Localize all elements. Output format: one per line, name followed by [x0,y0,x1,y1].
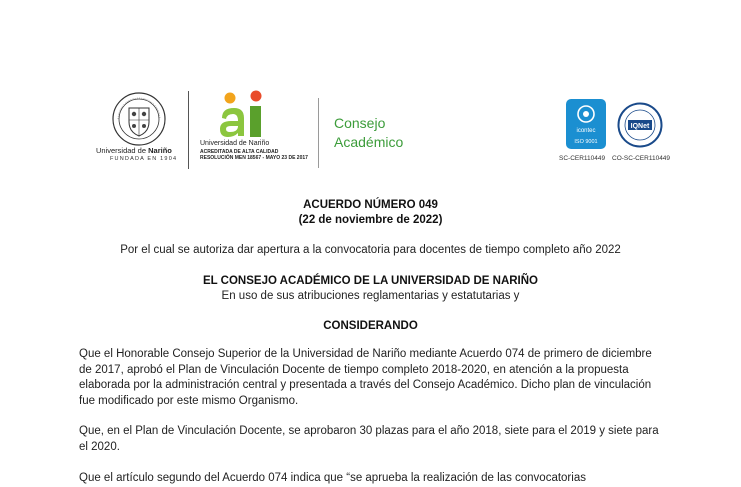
agreement-purpose: Por el cual se autoriza dar apertura a la convocatoria para docentes de tiempo completo año 2022 [120,244,621,256]
ai-logo-accreditation: ACREDITADA DE ALTA CALIDAD RESOLUCIÓN MEN 18567 - MAYO 23 DE 2017 [200,149,308,161]
svg-text:ISO 9001: ISO 9001 [574,139,598,145]
iqnet-cert-code: CO-SC-CER110449 [612,155,671,162]
founded-year: FUNDADA EN 1904 [110,156,178,162]
agreement-date: (22 de noviembre de 2022) [298,214,443,226]
header-divider [318,98,319,168]
agreement-title: ACUERDO NÚMERO 049 [303,199,438,211]
ai-logo-university: Universidad de Nariño [200,140,270,147]
university-name: Universidad de Nariño [96,146,172,155]
powers-statement: En uso de sus atribuciones reglamentarias y estatutarias y [221,290,520,302]
university-seal-logo [112,92,166,146]
iqnet-logo [617,102,663,148]
svg-text:icontec: icontec [576,128,596,134]
svg-text:IQNet: IQNet [630,123,650,130]
icontec-iso-9001-logo [565,98,607,150]
paragraph: Que, en el Plan de Vinculación Docente, se aprobaron 30 plazas para el año 2018, siete para el 2019 y siete para el 2020. [79,425,659,453]
document-header [0,0,741,190]
council-name: EL CONSEJO ACADÉMICO DE LA UNIVERSIDAD DE NARIÑO [202,275,539,287]
icontec-cert-code: SC-CER110449 [559,155,606,162]
consejo-academico-heading: Consejo Académico [334,115,404,150]
ai-acreditacion-logo [214,88,274,140]
paragraph: Que el Honorable Consejo Superior de la Universidad de Nariño mediante Acuerdo 074 de primero de diciembre de 2017, aprobó el Plan de Vinculación Docente de tiempo completo 2018-2020, en atención a la propuesta elaborada por la administración central y presentada a través del Consejo Académico. Dicho plan de vinculación fue modificado por este mismo Organismo. [79,348,652,407]
header-divider [188,91,189,169]
considering-heading: CONSIDERANDO [323,320,418,332]
paragraph: Que el artículo segundo del Acuerdo 074 indica que “se aprueba la realización de las convocatorias [79,472,586,484]
